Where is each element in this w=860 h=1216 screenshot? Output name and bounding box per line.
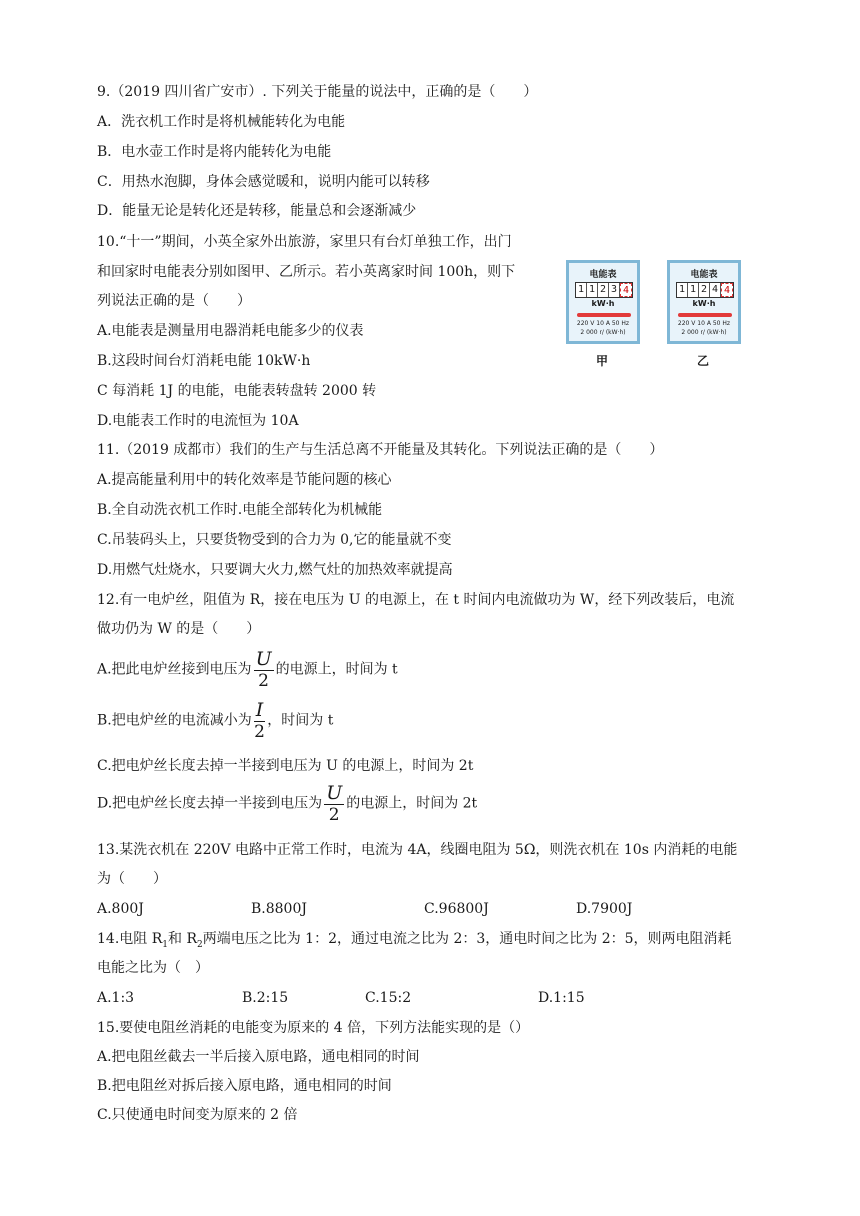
q14-stem-line2: 电能之比为（ ） bbox=[97, 960, 209, 976]
q14-options bbox=[97, 988, 797, 1008]
q9-option-b: B．电水壶工作时是将内能转化为电能 bbox=[97, 144, 332, 160]
q14-option-d: D.1:15 bbox=[538, 990, 585, 1006]
subscript: 2 bbox=[197, 939, 203, 950]
meter-digit: 1 bbox=[576, 283, 587, 297]
q12-stem-line2: 做功仍为 W 的是（ ） bbox=[97, 621, 261, 637]
meter-title: 电能表 bbox=[690, 270, 718, 280]
q12-option-d-text: D.把电炉丝长度去掉一半接到电压为 bbox=[97, 795, 323, 812]
fraction-denominator: 2 bbox=[254, 722, 265, 742]
q12-option-a bbox=[97, 648, 398, 691]
meter-disc-indicator bbox=[678, 313, 732, 317]
q12-option-d-tail: 的电源上，时间为 2t bbox=[346, 795, 478, 812]
fraction-numerator: U bbox=[326, 782, 343, 804]
q14-text: 14.电阻 R bbox=[97, 931, 163, 947]
fraction-u-over-2 bbox=[254, 648, 274, 691]
q15-stem: 15.要使电阻丝消耗的电能变为原来的 4 倍，下列方法能实现的是（） bbox=[97, 1020, 530, 1036]
fraction-numerator: I bbox=[255, 699, 264, 721]
meter-digit: 2 bbox=[699, 283, 710, 297]
q13-stem-line2: 为（ ） bbox=[97, 871, 167, 887]
q13-option-b: B.8800J bbox=[251, 901, 307, 917]
meter-digit-decimal: 4 bbox=[620, 283, 632, 297]
q14-text: 和 R bbox=[168, 931, 197, 947]
q12-option-b-text: B.把电炉丝的电流减小为 bbox=[97, 712, 252, 729]
q10-stem-line2: 和回家时电能表分别如图甲、乙所示。若小英离家时间 100h，则下 bbox=[97, 264, 516, 280]
q10-option-a: A.电能表是测量用电器消耗电能多少的仪表 bbox=[97, 323, 364, 339]
fraction-numerator: U bbox=[255, 648, 272, 670]
q14-option-c: C.15:2 bbox=[365, 990, 412, 1006]
meter-spec-constant: 2 000 r/ (kW·h) bbox=[681, 329, 727, 336]
meter-reading bbox=[575, 282, 633, 298]
meter-digit: 2 bbox=[598, 283, 609, 297]
q11-option-b: B.全自动洗衣机工作时.电能全部转化为机械能 bbox=[97, 502, 383, 518]
meter-digit: 1 bbox=[587, 283, 598, 297]
q13-stem-line1: 13.某洗衣机在 220V 电路中正常工作时，电流为 4A，线圈电阻为 5Ω，则洗衣机在 10s 内消耗的电能 bbox=[97, 842, 738, 858]
meter-spec-rating: 220 V 10 A 50 Hz bbox=[677, 320, 731, 327]
q10-stem-line1: 10.“十一”期间，小英全家外出旅游，家里只有台灯单独工作，出门 bbox=[97, 234, 512, 250]
q9-option-c: C．用热水泡脚，身体会感觉暖和，说明内能可以转移 bbox=[97, 174, 430, 190]
meter-digit: 1 bbox=[688, 283, 699, 297]
q11-option-d: D.用燃气灶烧水，只要调大火力,燃气灶的加热效率就提高 bbox=[97, 562, 453, 578]
meter-title: 电能表 bbox=[589, 270, 617, 280]
meter-caption-yi: 乙 bbox=[697, 354, 710, 368]
q12-option-a-tail: 的电源上，时间为 t bbox=[275, 661, 398, 678]
meter-yi bbox=[667, 260, 741, 344]
q14-option-b: B.2:15 bbox=[242, 990, 289, 1006]
q14-stem-line1 bbox=[97, 929, 732, 955]
q11-stem: 11.（2019 成都市）我们的生产与生活总离不开能量及其转化。下列说法正确的是（ ） bbox=[97, 442, 664, 458]
q13-option-a: A.800J bbox=[97, 901, 144, 917]
meter-reading bbox=[676, 282, 734, 298]
q14-option-a: A.1:3 bbox=[97, 990, 135, 1006]
fraction-denominator: 2 bbox=[328, 805, 340, 825]
q10-option-d: D.电能表工作时的电流恒为 10A bbox=[97, 413, 299, 429]
fraction-denominator: 2 bbox=[258, 671, 269, 691]
q9-option-a: A．洗衣机工作时是将机械能转化为电能 bbox=[97, 114, 346, 130]
meter-disc-indicator bbox=[577, 313, 631, 317]
meter-digit: 3 bbox=[609, 283, 620, 297]
q11-option-a: A.提高能量利用中的转化效率是节能问题的核心 bbox=[97, 472, 392, 488]
subscript: 1 bbox=[162, 939, 168, 950]
q13-option-c: C.96800J bbox=[424, 901, 489, 917]
fraction-u-over-2 bbox=[324, 782, 344, 825]
meter-unit: kW·h bbox=[692, 299, 716, 308]
meter-caption-jia: 甲 bbox=[596, 354, 609, 368]
q15-option-a: A.把电阻丝截去一半后接入原电路，通电相同的时间 bbox=[97, 1049, 420, 1065]
q15-option-c: C.只使通电时间变为原来的 2 倍 bbox=[97, 1107, 298, 1123]
q13-option-d: D.7900J bbox=[576, 901, 633, 917]
meter-digit: 4 bbox=[710, 283, 721, 297]
meter-spec-rating: 220 V 10 A 50 Hz bbox=[576, 320, 630, 327]
meter-unit: kW·h bbox=[591, 299, 615, 308]
q10-option-c: C 每消耗 1J 的电能，电能表转盘转 2000 转 bbox=[97, 383, 377, 399]
q12-stem-line1: 12.有一电炉丝，阻值为 R，接在电压为 U 的电源上，在 t 时间内电流做功为 W，经下列改装后，电流 bbox=[97, 592, 735, 608]
q11-option-c: C.吊装码头上，只要货物受到的合力为 0,它的能量就不变 bbox=[97, 532, 452, 548]
meter-jia bbox=[566, 260, 640, 344]
meter-digit: 1 bbox=[677, 283, 688, 297]
q10-stem-line3: 列说法正确的是（ ） bbox=[97, 293, 251, 309]
q15-option-b: B.把电阻丝对拆后接入原电路，通电相同的时间 bbox=[97, 1078, 392, 1094]
meter-spec-constant: 2 000 r/ (kW·h) bbox=[580, 329, 626, 336]
q12-option-b bbox=[97, 699, 333, 742]
q12-option-b-tail: ，时间为 t bbox=[267, 712, 334, 729]
q13-options bbox=[97, 899, 797, 919]
q12-option-d bbox=[97, 782, 477, 825]
q10-option-b: B.这段时间台灯消耗电能 10kW·h bbox=[97, 353, 311, 369]
q12-option-a-text: A.把此电炉丝接到电压为 bbox=[97, 661, 252, 678]
meter-digit-decimal: 4 bbox=[721, 283, 733, 297]
q9-stem: 9.（2019 四川省广安市）. 下列关于能量的说法中，正确的是（ ） bbox=[97, 84, 538, 100]
fraction-i-over-2 bbox=[254, 699, 266, 742]
q9-option-d: D．能量无论是转化还是转移，能量总和会逐渐减少 bbox=[97, 203, 417, 219]
q12-option-c: C.把电炉丝长度去掉一半接到电压为 U 的电源上，时间为 2t bbox=[97, 758, 474, 774]
q14-text: 两端电压之比为 1：2，通过电流之比为 2：3，通电时间之比为 2：5，则两电阻消耗 bbox=[202, 931, 732, 947]
